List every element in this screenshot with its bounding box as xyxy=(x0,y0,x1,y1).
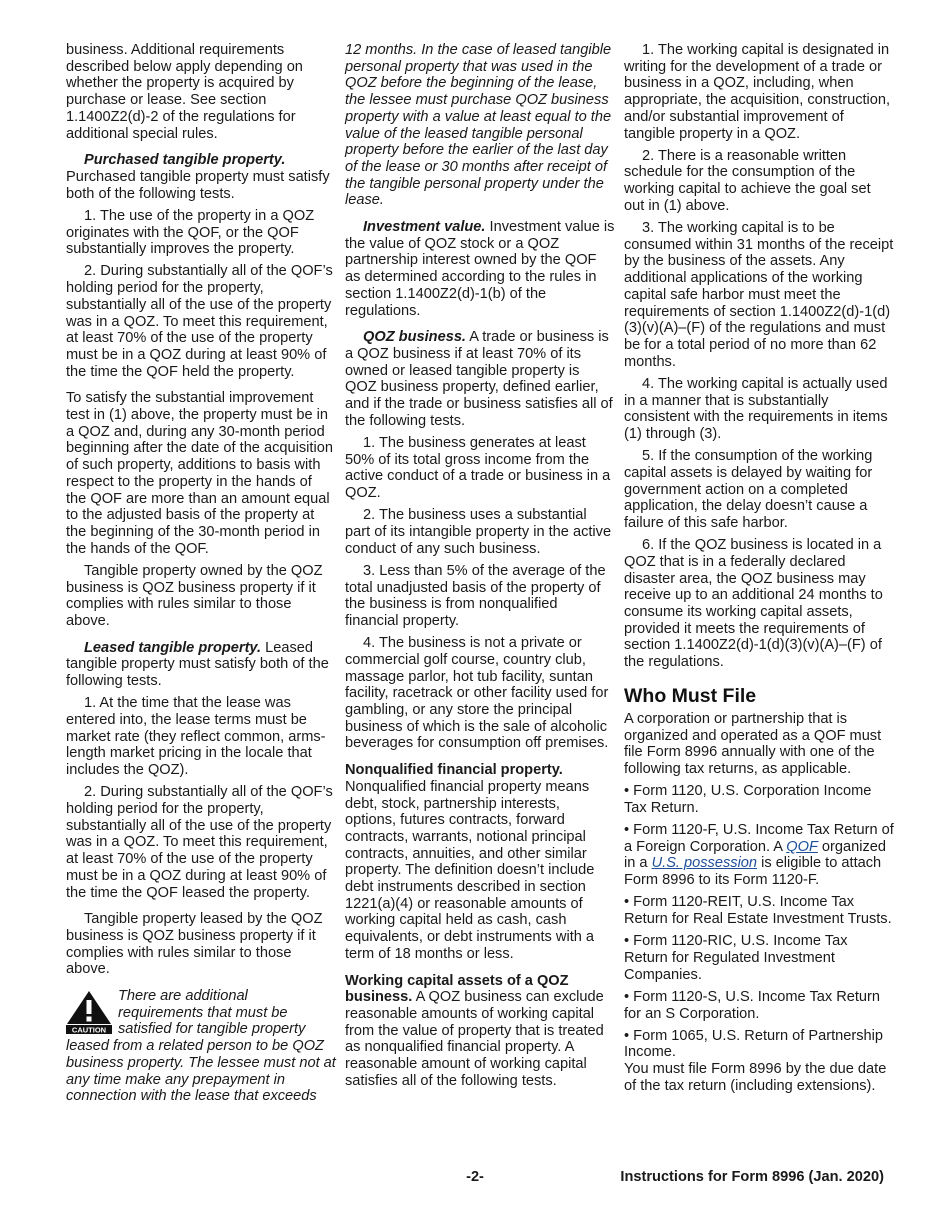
wc-item-6: 6. If the QOZ business is located in a QOZ that is in a federally declared disaster area, the QOZ business may receive up to an additional 24 months to consume its working capital assets, provided it meets the requirements of section 1.1400Z2(d)-1(d)(3)(v)(A)–(F) of the regulations. xyxy=(624,537,883,671)
purchased-item-2: 2. During substantially all of the QOF’s holding period for the property, substantially all of the use of the property was in a QOZ. To meet this requirement, at least 70% of the use of the property must be in a QOZ during at least 90% of the time the QOF held the property. xyxy=(66,263,333,380)
wc-item-2: 2. There is a reasonable written schedule for the consumption of the working capital to achieve the goal set out in (1) above. xyxy=(624,147,871,214)
leased-text: Leased tangible property must satisfy both of the following tests. xyxy=(66,639,329,690)
leased-item-2: 2. During substantially all of the QOF’s holding period for the property, substantially all of the use of the property was in a QOZ. To meet this requirement, at least 70% of the use of the property must be in a QOZ during at least 90% of the time the QOF leased the property. xyxy=(66,784,333,901)
qof-link[interactable]: QOF xyxy=(786,838,818,855)
nonqualified-heading: Nonqualified financial property. xyxy=(345,762,563,779)
wc-item-1: 1. The working capital is designated in writing for the development of a trade or business in a QOZ, including, when appropriate, the acquisition, construction, and/or substantial improvement of tangible property in a QOZ. xyxy=(624,42,891,142)
list-item xyxy=(624,933,894,983)
working-capital-section xyxy=(345,973,615,1090)
nonqualified-text: Nonqualified financial property means debt, stock, partnership interests, options, futures contracts, forward contracts, warrants, notional principal contracts, annuities, and other similar property. The definition doesn’t include debt instruments described in section 1221(a)(4) or reasonable amounts of working capital held as cash, cash equivalents, or debt instruments with a term of 18 months or less. xyxy=(345,778,595,962)
who-must-file-text: A corporation or partnership that is organized and operated as a QOF must file Form 8996 annually with one of the following tax returns, as applicable. xyxy=(624,710,882,777)
caution-text: There are additional requirements that must be satisfied for tangible property leased from a related person to be QOZ business property. The lessee must not at any time make any prepayment in connection with the lease that exceeds xyxy=(66,988,336,1105)
wc-item-3: 3. The working capital is to be consumed within 31 months of the receipt by the business of the assets. Any additional applications of the working capital safe harbor must meet the requirements of section 1.1400Z2(d)-1(d)(3)(v)(A)–(F) of the regulations and must be for a total period of no more than 62 months. xyxy=(624,220,894,370)
leased-section xyxy=(66,640,336,690)
list-item xyxy=(624,894,894,927)
bullet-icon: • xyxy=(624,933,634,950)
leased-heading: Leased tangible property. xyxy=(84,639,262,656)
bullet-text: is eligible to attach Form 8996 to its Form 1120-F. xyxy=(624,855,882,889)
bullet-text: Form 1065, U.S. Return of Partnership Income. xyxy=(624,1027,883,1061)
purchased-item-1: 1. The use of the property in a QOZ originates with the QOF, or the QOF substantially improves the property. xyxy=(66,207,315,258)
paragraph-owned-property: Tangible property owned by the QOZ business is QOZ business property if it complies with rules similar to those above. xyxy=(66,562,323,629)
investment-heading: Investment value. xyxy=(363,219,486,236)
column-1 xyxy=(66,42,336,1110)
bullet-icon: • xyxy=(624,822,634,839)
bullet-text: Form 1120-F, U.S. Income Tax Return of a Foreign Corporation. A xyxy=(624,822,894,855)
qoz-item-4: 4. The business is not a private or commercial golf course, country club, massage parlor, hot tub facility, suntan facility, racetrack or other facility used for gambling, or any store the principal business of which is the sale of alcoholic beverages for consumption off premises. xyxy=(345,635,609,752)
investment-text: Investment value is the value of QOZ stock or a QOZ partnership interest owned by the QOF as determined according to the rules in section 1.1400Z2(d)-1(b) of the regulations. xyxy=(345,219,615,319)
qoz-business-heading: QOZ business. xyxy=(363,329,466,346)
qoz-item-3: 3. Less than 5% of the average of the total unadjusted basis of the property of the business is from nonqualified financial property. xyxy=(345,562,606,629)
bullet-icon: • xyxy=(624,1027,634,1044)
bullet-icon: • xyxy=(624,783,634,800)
working-capital-text: A QOZ business can exclude reasonable amounts of working capital from the value of property that is treated as nonqualified financial property. A reasonable amount of working capital satisfies all of the following tests. xyxy=(345,989,604,1089)
working-capital-heading: Working capital assets of a QOZ business. xyxy=(345,972,569,1006)
bullet-text: Form 1120-REIT, U.S. Income Tax Return for Real Estate Investment Trusts. xyxy=(624,894,892,928)
list-item xyxy=(624,989,894,1022)
bullet-icon: • xyxy=(624,988,634,1005)
purchased-text: Purchased tangible property must satisfy both of the following tests. xyxy=(66,168,330,202)
qoz-item-2: 2. The business uses a substantial part of its intangible property in the active conduct of any such business. xyxy=(345,507,612,557)
page-number: -2- xyxy=(466,1169,484,1185)
investment-section xyxy=(345,219,615,319)
bullet-text: Form 1120-RIC, U.S. Income Tax Return for Regulated Investment Companies. xyxy=(624,933,848,983)
list-item xyxy=(624,1028,894,1061)
us-possession-link[interactable]: U.S. possession xyxy=(651,855,758,872)
paragraph-intro: business. Additional requirements described below apply depending on whether the property is acquired by purchase or lease. See section 1.1400Z2(d)-2 of the regulations for additional special rules. xyxy=(66,42,303,142)
list-item xyxy=(624,822,894,889)
footer-form-title: Instructions for Form 8996 (Jan. 2020) xyxy=(620,1169,884,1185)
column-3 xyxy=(624,42,894,1100)
wc-item-4: 4. The working capital is actually used in a manner that is substantially consistent with the requirements in items (1) through (3). xyxy=(624,375,888,442)
caution-label: CAUTION xyxy=(71,1025,107,1035)
caution-icon xyxy=(66,990,112,1034)
qoz-business-text: A trade or business is a QOZ business if at least 70% of its owned or leased tangible property is QOZ business property, defined earlier, and if the trade or business satisfies all of the following tests. xyxy=(345,329,613,429)
qoz-business-section xyxy=(345,329,615,429)
paragraph-substantial-improvement: To satisfy the substantial improvement test in (1) above, the property must be in a QOZ and, during any 30-month period beginning after the date of the acquisition of such property, additions to basis with respect to the property in the hands of the QOF are more than an amount equal to the adjusted basis of the property at the beginning of the 30-month period in the hands of the QOF. xyxy=(66,390,333,557)
bullet-text: organized in a xyxy=(624,838,887,872)
bullet-text: Form 1120, U.S. Corporation Income Tax Return. xyxy=(624,783,872,816)
closing-text: You must file Form 8996 by the due date of the tax return (including extensions). xyxy=(624,1061,887,1094)
qoz-item-1: 1. The business generates at least 50% of its total gross income from the active conduct of a trade or business in a QOZ. xyxy=(345,434,611,502)
bullet-text: Form 1120-S, U.S. Income Tax Return for an S Corporation. xyxy=(624,988,881,1022)
leased-item-1: 1. At the time that the lease was entered into, the lease terms must be market rate (they reflect common, arms-length market pricing in the locale that includes the QOZ). xyxy=(66,695,326,779)
nonqualified-section xyxy=(345,762,615,962)
column-2 xyxy=(345,42,615,1095)
purchased-heading: Purchased tangible property. xyxy=(84,152,286,169)
bullet-icon: • xyxy=(624,894,634,911)
purchased-section xyxy=(66,152,336,202)
wc-item-5: 5. If the consumption of the working capital assets is delayed by waiting for government action on a completed application, the delay doesn’t cause a failure of this safe harbor. xyxy=(624,448,873,531)
paragraph-leased-owned: Tangible property leased by the QOZ business is QOZ business property if it complies with rules similar to those above. xyxy=(66,911,323,978)
caution-continued: 12 months. In the case of leased tangible personal property that was used in the QOZ before the beginning of the lease, the lessee must purchase QOZ business property with a value at least equal to the value of the leased tangible personal property before the earlier of the last day of the lease or 30 months after receipt of the tangible personal property under the lease. xyxy=(345,42,612,209)
list-item xyxy=(624,783,894,816)
section-heading-who-must-file: Who Must File xyxy=(624,684,757,707)
caution-note xyxy=(66,988,336,1105)
